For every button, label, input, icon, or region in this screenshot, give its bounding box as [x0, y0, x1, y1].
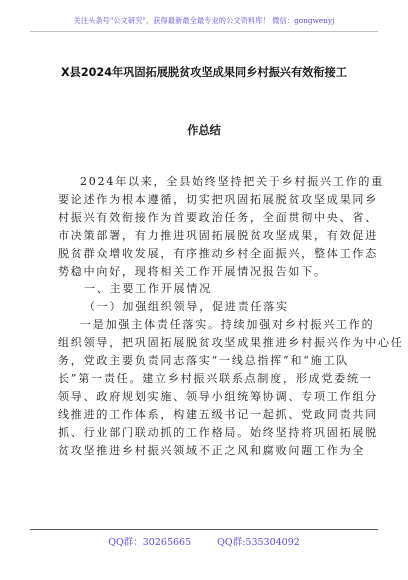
header-banner: 关注头条号"公文研究"，获得最新最全最专业的公文资料库！ 微信：gongwenyj [73, 16, 335, 25]
body-text-line: 组织领导，把巩固拓展脱贫攻坚成果推进乡村振兴作为中心任 [58, 336, 404, 350]
body-text-line: 贫攻坚推进乡村振兴领域不正之风和腐败问题工作为全 [58, 443, 366, 457]
body-text-line: 势稳中向好，现将相关工作开展情况报告如下。 [58, 264, 327, 278]
body-text-line: 领导、政府规划实施、领导小组统筹协调、专项工作组分 [58, 389, 378, 403]
page-footer [0, 534, 408, 548]
document-title-continued: 作总结 [187, 124, 221, 137]
body-text-line: 要论述作为根本遵循，切实把巩固拓展脱贫攻坚成果同乡 [58, 192, 378, 206]
body-text-line: 一是加强主体责任落实。持续加强对乡村振兴工作的 [80, 318, 375, 332]
body-text-line: 线推进的工作体系，构建五级书记一起抓、党政同责共同 [58, 407, 378, 421]
document-body [58, 173, 404, 460]
section-heading: 一、主要工作开展情况 [84, 282, 212, 296]
body-text-line: 市决策部署，有力推进巩固拓展脱贫攻坚成果，有效促进 [58, 228, 378, 242]
body-text-line: 2024年以来，全县始终坚持把关于乡村振兴工作的重 [80, 175, 384, 188]
body-text-line: 务，党政主要负责同志落实“一线总指挥”和“施工队 [58, 354, 350, 368]
body-text-line: 脱贫群众增收发展，有序推动乡村全面振兴，整体工作态 [58, 246, 378, 260]
page-header [30, 16, 378, 32]
body-text-line: 抓、行业部门联动抓的工作格局。始终坚持将巩固拓展脱 [58, 425, 378, 439]
body-text-line: 长”第一责任。建立乡村振兴联系点制度，形成党委统一 [58, 371, 373, 385]
footer-qq-group-1: QQ群：30265665 [108, 537, 192, 548]
body-text-line: 村振兴有效衔接作为首要政治任务，全面贯彻中央、省、 [58, 210, 378, 224]
document-title: X县2024年巩固拓展脱贫攻坚成果同乡村振兴有效衔接工 [61, 66, 347, 79]
footer-qq-group-2: QQ群:535304092 [217, 537, 300, 548]
subsection-heading: （一）加强组织领导，促进责任落实 [84, 300, 289, 314]
footer-divider [30, 529, 378, 530]
